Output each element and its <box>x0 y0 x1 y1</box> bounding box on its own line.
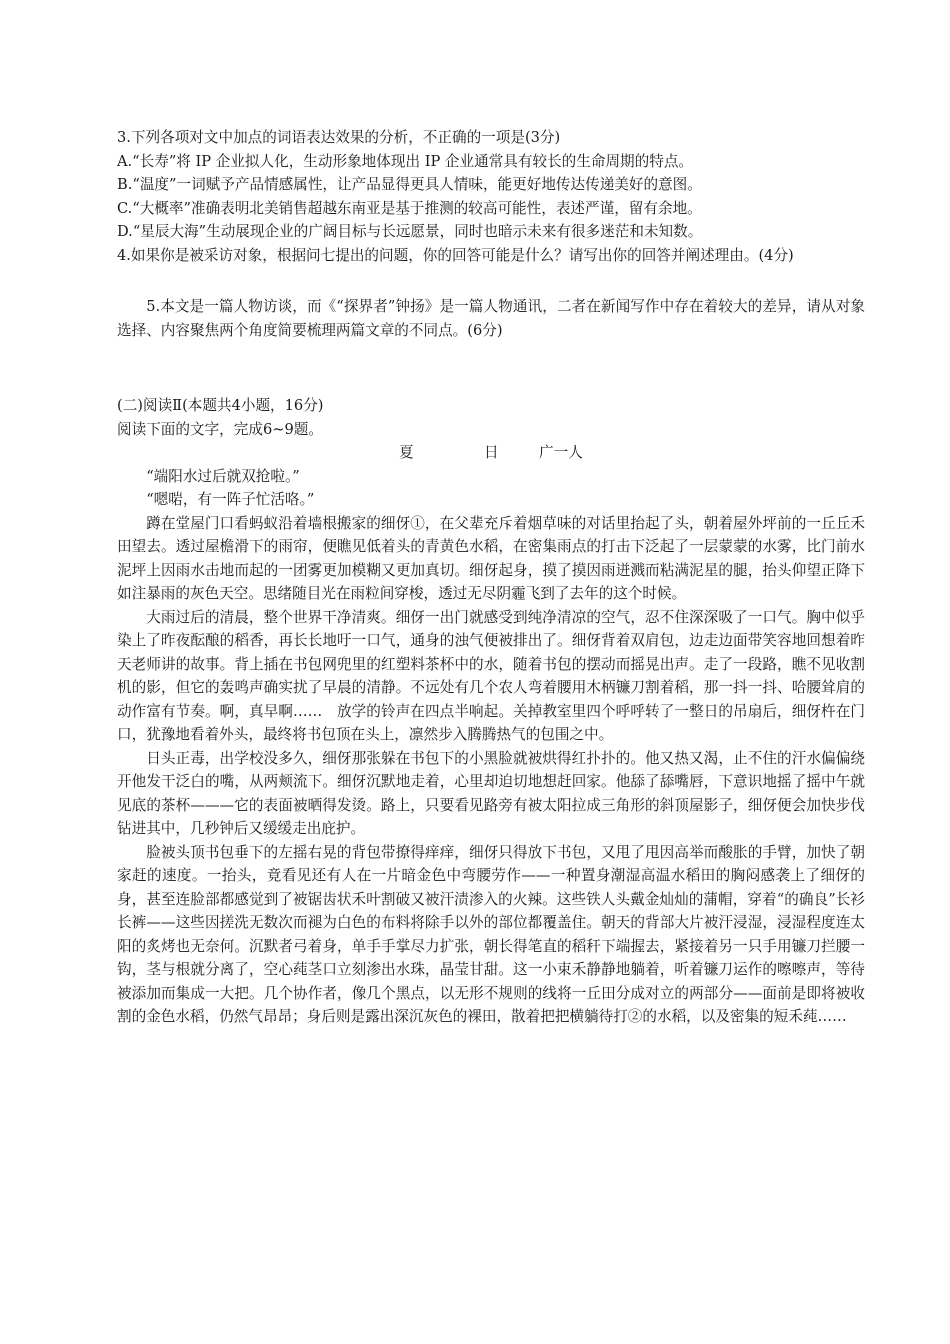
story-author: 广一人 <box>539 444 583 461</box>
story-paragraph-4: 脸被头顶书包垂下的左摇右晃的背包带撩得痒痒，细伢只得放下书包，又甩了甩因高举而酸胀的手臂，加快了朝家赶的速度。一抬头，竟看见还有人在一片暗金色中弯腰劳作——一种置身潮湿高温水稻田的胸闷感袭上了细伢的身，甚至连脸部都感觉到了被锯齿状禾叶割破又被汗渍渗入的火辣。这些铁人头戴金灿灿的蒲帽，穿着“的确良”长衫长裤——这些因搓洗无数次而褪为白色的布料将除手以外的部位都覆盖住。朝天的背部大片被汗浸湿，浸湿程度连太阳的炙烤也无奈何。沉默者弓着身，单手手掌尽力扩张，朝长得笔直的稻秆下端握去，紧接着另一只手用镰刀拦腰一钩，茎与根就分离了，空心莼茎口立刻渗出水珠，晶莹甘甜。这一小束禾静静地躺着，听着镰刀运作的嚓嚓声，等待被添加而集成一大把。几个协作者，像几个黑点，以无形不规则的线将一丘田分成对立的两部分——面前是即将被收割的金色水稻，仍然气昂昂；身后则是露出深沉灰色的裸田，散着把把横躺待打②的水稻，以及密集的短禾莼…… <box>117 843 865 1025</box>
story-paragraph-1: 蹲在堂屋门口看蚂蚁沿着墙根搬家的细伢①，在父辈充斥着烟草味的对话里抬起了头，朝着屋外坪前的一丘丘禾田望去。透过屋檐滑下的雨帘，便瞧见低着头的青黄色水稻，在密集雨点的打击下泛起了一层蒙蒙的水雾，比门前水泥坪上因雨水击地而起的一团雾更加模糊又更加真切。细伢起身，摸了摸因雨迸溅而粘满泥星的腿，抬头仰望正降下如注暴雨的灰色天空。思绪随目光在雨粒间穿梭，透过无尽阴霾飞到了去年的这个时候。 <box>117 514 865 602</box>
answer-space-4 <box>117 267 865 295</box>
answer-space-5 <box>117 342 865 394</box>
section-2-header: (二)阅读Ⅱ(本题共4小题，16分) <box>117 397 324 414</box>
story-title-char-2: 日 <box>484 444 499 461</box>
question-3 <box>117 126 865 244</box>
question-5: 5.本文是一篇人物访谈，而《“探界者”钟扬》是一篇人物通讯，二者在新闻写作中存在着较大的差异，请从对象选择、内容聚焦两个角度简要梳理两篇文章的不同点。(6分) <box>117 298 865 339</box>
question-3-option-b: B.“温度”一词赋予产品情感属性，让产品显得更具人情味，能更好地传达传递美好的意图。 <box>117 176 702 193</box>
story-paragraph-3: 日头正毒，出学校没多久，细伢那张躲在书包下的小黑脸就被烘得红扑扑的。他又热又渴，止不住的汗水偏偏绕开他发干泛白的嘴，从两颊流下。细伢沉默地走着，心里却迫切地想赶回家。他舔了舔嘴唇，下意识地摇了摇中午就见底的茶杯———它的表面被晒得发烫。路上，只要看见路旁有被太阳拉成三角形的斜顶屋影子，细伢便会加快步伐钻进其中，几秒钟后又缓缓走出庇护。 <box>117 749 865 837</box>
question-4: 4.如果你是被采访对象，根据问七提出的问题，你的回答可能是什么？请写出你的回答并阐述理由。(4分) <box>117 246 794 264</box>
story-title <box>117 441 865 465</box>
section-2-instruction: 阅读下面的文字，完成6~9题。 <box>117 420 323 438</box>
question-3-option-c: C.“大概率”准确表明北美销售超越东南亚是基于推测的较高可能性，表述严谨，留有余地。 <box>117 199 702 217</box>
story-title-char-1: 夏 <box>399 444 414 461</box>
question-3-option-d: D.“星辰大海”生动展现企业的广阔目标与长远愿景，同时也暗示未来有很多迷茫和未知数。 <box>117 223 703 240</box>
question-3-stem: 3.下列各项对文中加点的词语表达效果的分析，不正确的一项是(3分) <box>117 129 561 146</box>
document-page <box>117 126 865 1029</box>
story-paragraph-2: 大雨过后的清晨，整个世界干净清爽。细伢一出门就感受到纯净清凉的空气，忍不住深深吸了一口气。胸中似乎染上了昨夜酝酿的稻香，再长长地吁一口气，通身的浊气便被排出了。细伢背着双肩包，边走边面带笑容地回想着昨天老师讲的故事。背上插在书包网兜里的红塑料茶杯中的水，随着书包的摆动而摇晃出声。走了一段路，瞧不见收割机的影，但它的轰鸣声确实扰了早晨的清静。不远处有几个农人弯着腰用木柄镰刀割着稻，那一抖一抖、哈腰耸肩的动作富有节奏。啊，真早啊…… 放学的铃声在四点半响起。关掉教室里四个呼呼转了一整日的吊扇后，细伢杵在门口，犹豫地看着外头，最终将书包顶在头上，凛然步入腾腾热气的包围之中。 <box>117 608 865 743</box>
question-3-option-a: A.“长寿”将 IP 企业拟人化，生动形象地体现出 IP 企业通常具有较长的生命周期的特点。 <box>117 152 694 170</box>
dialogue-line-1: “端阳水过后就双抢啦。” <box>146 467 300 485</box>
dialogue-line-2: “嗯啱，有一阵子忙活咯。” <box>146 491 315 508</box>
